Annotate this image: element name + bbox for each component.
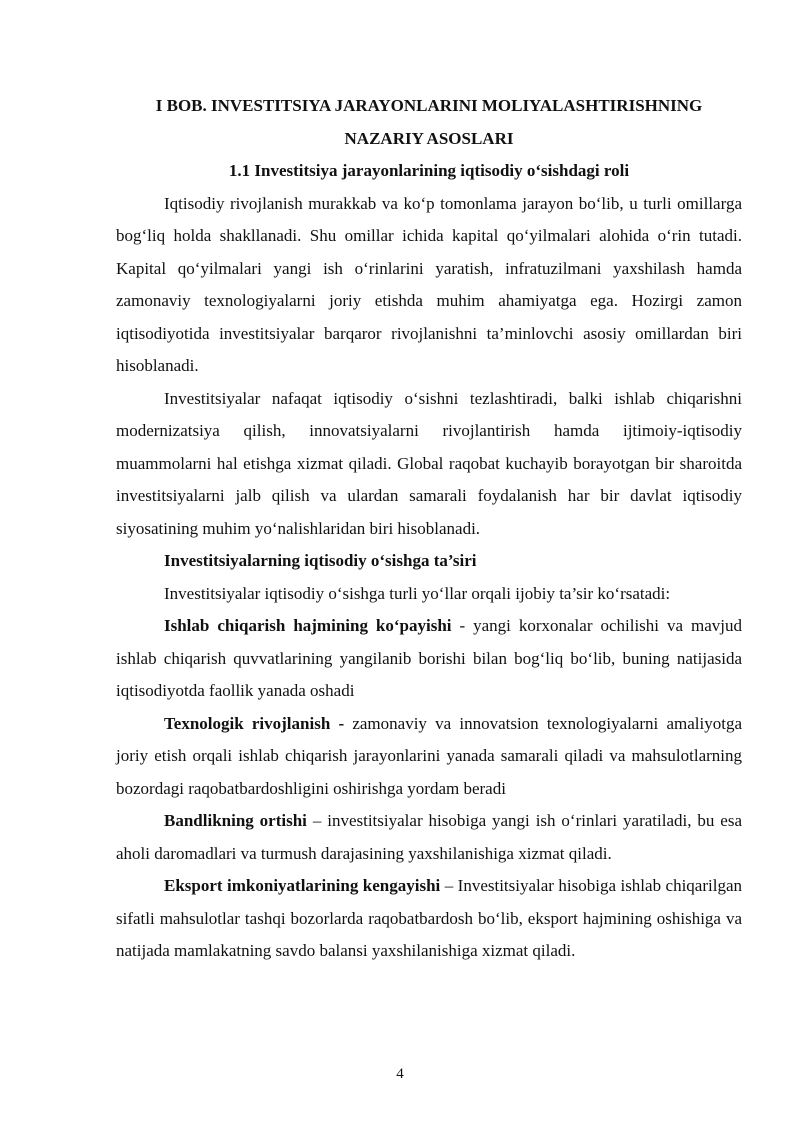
- list-item-text: - yangi korxonalar ochilishi va mavjud ishlab chiqarish quvvatlarining yangilanib borishi bilan bog‘liq bo‘lib, buning natijasida iqtisodiyotda faollik yanada oshadi: [116, 616, 742, 700]
- list-item-text: – Investitsiyalar hisobiga ishlab chiqarilgan sifatli mahsulotlar tashqi bozorlarda raqobatbardosh bo‘lib, eksport hajmining oshishiga va natijada mamlakatning savdo balansi yaxshilanishiga xizmat qiladi.: [116, 876, 742, 960]
- paragraph-2: Investitsiyalar nafaqat iqtisodiy o‘sishni tezlashtiradi, balki ishlab chiqarishni modernizatsiya qilish, innovatsiyalarni rivojlantirish hamda ijtimoiy-iqtisodiy muammolarni hal etishga xizmat qiladi. Global raqobat kuchayib borayotgan bir sharoitda investitsiyalarni jalb qilish va ulardan samarali foydalanish har bir davlat iqtisodiy siyosatining muhim yo‘nalishlaridan biri hisoblanadi.: [116, 388, 742, 538]
- list-item: [116, 610, 742, 708]
- list-item-text: – investitsiyalar hisobiga yangi ish o‘rinlari yaratiladi, bu esa aholi daromadlari va turmush darajasining yaxshilanishiga xizmat qiladi.: [116, 811, 742, 863]
- list-item-term: Bandlikning ortishi: [164, 811, 307, 830]
- subheading-text: Investitsiyalarning iqtisodiy o‘sishga ta’siri: [164, 551, 477, 570]
- paragraph-3: Investitsiyalar iqtisodiy o‘sishga turli yo‘llar orqali ijobiy ta’sir ko‘rsatadi:: [164, 583, 671, 603]
- document-page: [116, 90, 742, 968]
- chapter-title: I BOB. INVESTITSIYA JARAYONLARINI MOLIYALASHTIRISHNING NAZARIY ASOSLARI: [155, 96, 703, 148]
- section-title: 1.1 Investitsiya jarayonlarining iqtisodiy o‘sishdagi roli: [228, 161, 630, 180]
- list-item-term: Texnologik rivojlanish -: [164, 713, 345, 733]
- list-item-term: Ishlab chiqarish hajmining ko‘payishi: [164, 616, 452, 635]
- list-item-text: zamonaviy va innovatsion texnologiyalarni amaliyotga joriy etish orqali ishlab chiqarish jarayonlarini yanada samarali qiladi va mahsulotlarning bozordagi raqobatbardoshligini oshirishga yordam beradi: [116, 713, 743, 798]
- list-item: [116, 708, 742, 806]
- list-item-term: Eksport imkoniyatlarining kengayishi: [164, 876, 441, 895]
- paragraph-1: Iqtisodiy rivojlanish murakkab va ko‘p tomonlama jarayon bo‘lib, u turli omillarga bog‘liq holda shakllanadi. Shu omillar ichida kapital qo‘yilmalari alohida o‘rin tutadi. Kapital qo‘yilmalari yangi ish o‘rinlarini yaratish, infratuzilmani yaxshilash hamda zamonaviy texnologiyalarni joriy etishda muhim ahamiyatga ega. Hozirgi zamon iqtisodiyotida investitsiyalar barqaror rivojlanishni ta’minlovchi asosiy omillardan biri hisoblanadi.: [116, 193, 742, 375]
- page-number: 4: [396, 1066, 404, 1082]
- list-item: [116, 805, 742, 870]
- list-item: [116, 870, 742, 968]
- subheading: [116, 545, 742, 578]
